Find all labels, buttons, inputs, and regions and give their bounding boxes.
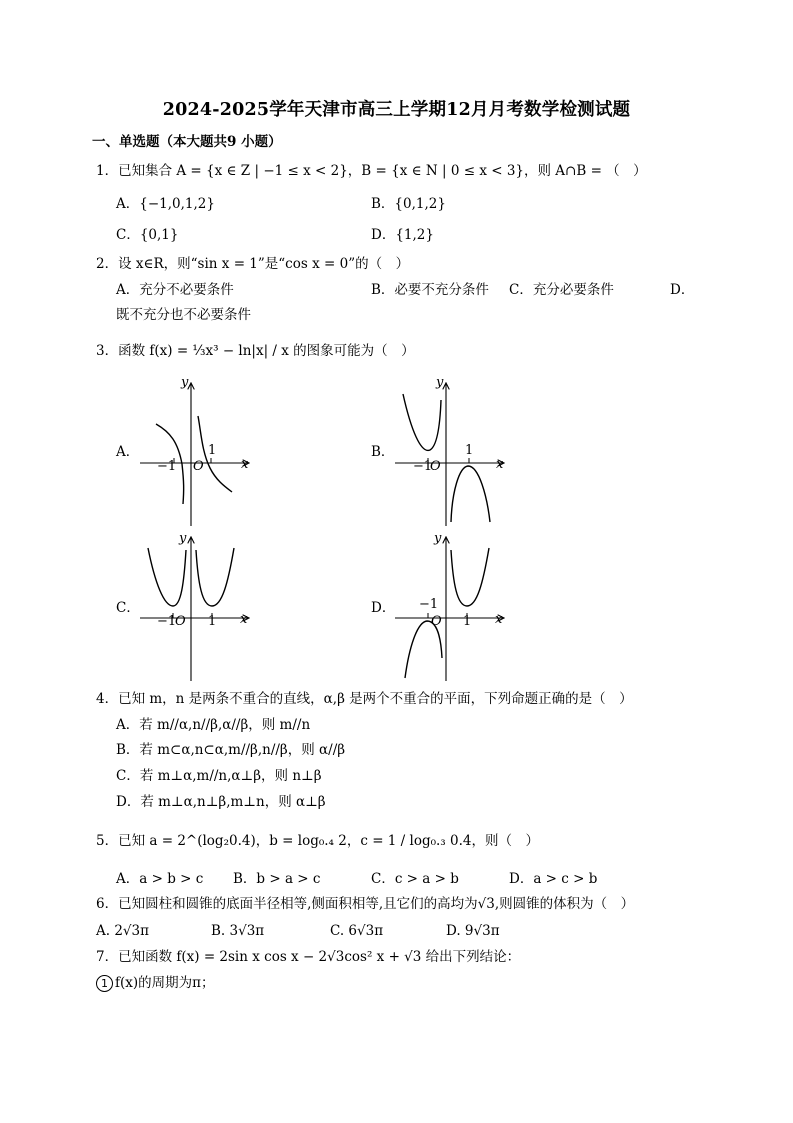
question-2-option-a: A．充分不必要条件 (116, 282, 234, 298)
question-2-stem: 2．设 x∈R，则“sin x = 1”是“cos x = 0”的（ ） (96, 256, 410, 272)
question-1-option-d: D．{1,2} (371, 227, 434, 243)
question-3-option-c: C． (116, 600, 140, 616)
question-5-option-b: B．b > a > c (233, 871, 321, 887)
question-6-stem: 6．已知圆柱和圆锥的底面半径相等,侧面积相等,且它们的高均为√3,则圆锥的体积为（ ） (96, 896, 635, 912)
graph-b-pos1: 1 (465, 443, 474, 458)
graph-d-x-label: x (495, 612, 503, 627)
graph-d-origin: O (431, 614, 442, 629)
graph-b-y-label: y (436, 375, 444, 390)
question-2-option-d: D． (670, 282, 695, 298)
graph-b-neg1: −1 (413, 459, 433, 474)
question-1-option-b: B．{0,1,2} (371, 196, 446, 212)
graph-a-pos1: 1 (208, 443, 217, 458)
question-6-option-d: D. 9√3π (446, 923, 500, 939)
graph-d-neg1: −1 (419, 597, 439, 612)
question-1-option-a: A．{−1,0,1,2} (116, 196, 215, 212)
question-4-stem: 4．已知 m，n 是两条不重合的直线，α,β 是两个不重合的平面，下列命题正确的是（ ） (96, 691, 633, 707)
graph-c-y-label: y (179, 531, 187, 546)
question-3-option-d: D． (371, 600, 396, 616)
question-2-option-d-text: 既不充分也不必要条件 (116, 307, 251, 323)
question-5-stem: 5．已知 a = 2^(log₂0.4)，b = log₀.₄ 2，c = 1 / log₀.₃ 0.4，则（ ） (96, 833, 539, 849)
question-1-option-c: C．{0,1} (116, 227, 179, 243)
question-4-option-a: A．若 m//α,n//β,α//β，则 m//n (116, 717, 311, 733)
page-title: 2024-2025学年天津市高三上学期12月月考数学检测试题 (162, 100, 631, 120)
graph-d-pos1: 1 (463, 614, 472, 629)
circled-number-1: 1 (96, 975, 113, 992)
graph-a-origin: O (193, 459, 204, 474)
question-4-option-b: B．若 m⊂α,n⊂α,m//β,n//β，则 α//β (116, 742, 346, 758)
graph-a-neg1: −1 (157, 459, 177, 474)
question-6-option-a: A. 2√3π (96, 923, 149, 939)
question-4-option-c: C．若 m⊥α,m//n,α⊥β，则 n⊥β (116, 768, 322, 784)
question-7-stem: 7．已知函数 f(x) = 2sin x cos x − 2√3cos² x + √3 给出下列结论： (96, 949, 521, 965)
graph-c-x-label: x (240, 612, 248, 627)
question-7-item-1-text: f(x)的周期为π； (115, 975, 215, 991)
graph-d-y-label: y (434, 531, 442, 546)
graph-d (395, 528, 515, 683)
question-6-option-c: C. 6√3π (330, 923, 384, 939)
question-3-option-b: B． (371, 444, 395, 460)
graph-b (395, 372, 515, 527)
question-3-stem: 3．函数 f(x) = ⅓x³ − ln|x| / x 的图象可能为（ ） (96, 343, 415, 359)
question-3-option-a: A． (116, 444, 140, 460)
question-2-option-b: B．必要不充分条件 (371, 282, 489, 298)
graph-a (140, 372, 260, 527)
question-5-option-c: C．c > a > b (371, 871, 459, 887)
section-heading: 一、单选题（本大题共9 小题） (92, 134, 282, 150)
question-4-option-d: D．若 m⊥α,n⊥β,m⊥n，则 α⊥β (116, 794, 326, 810)
graph-a-x-label: x (241, 457, 249, 472)
graph-b-origin: O (430, 459, 441, 474)
question-5-option-d: D．a > c > b (509, 871, 598, 887)
graph-c-pos1: 1 (208, 614, 217, 629)
question-7-item-1 (96, 974, 215, 992)
graph-c-neg1: −1 (157, 614, 177, 629)
question-5-option-a: A．a > b > c (116, 871, 204, 887)
question-6-option-b: B. 3√3π (211, 923, 265, 939)
graph-a-y-label: y (181, 375, 189, 390)
question-2-option-c: C．充分必要条件 (509, 282, 614, 298)
graph-b-x-label: x (496, 457, 504, 472)
graph-c-origin: O (175, 614, 186, 629)
graph-c (140, 528, 260, 683)
question-1-stem: 1．已知集合 A = {x ∈ Z | −1 ≤ x < 2}，B = {x ∈ N | 0 ≤ x < 3}，则 A∩B = （ ） (96, 163, 647, 179)
